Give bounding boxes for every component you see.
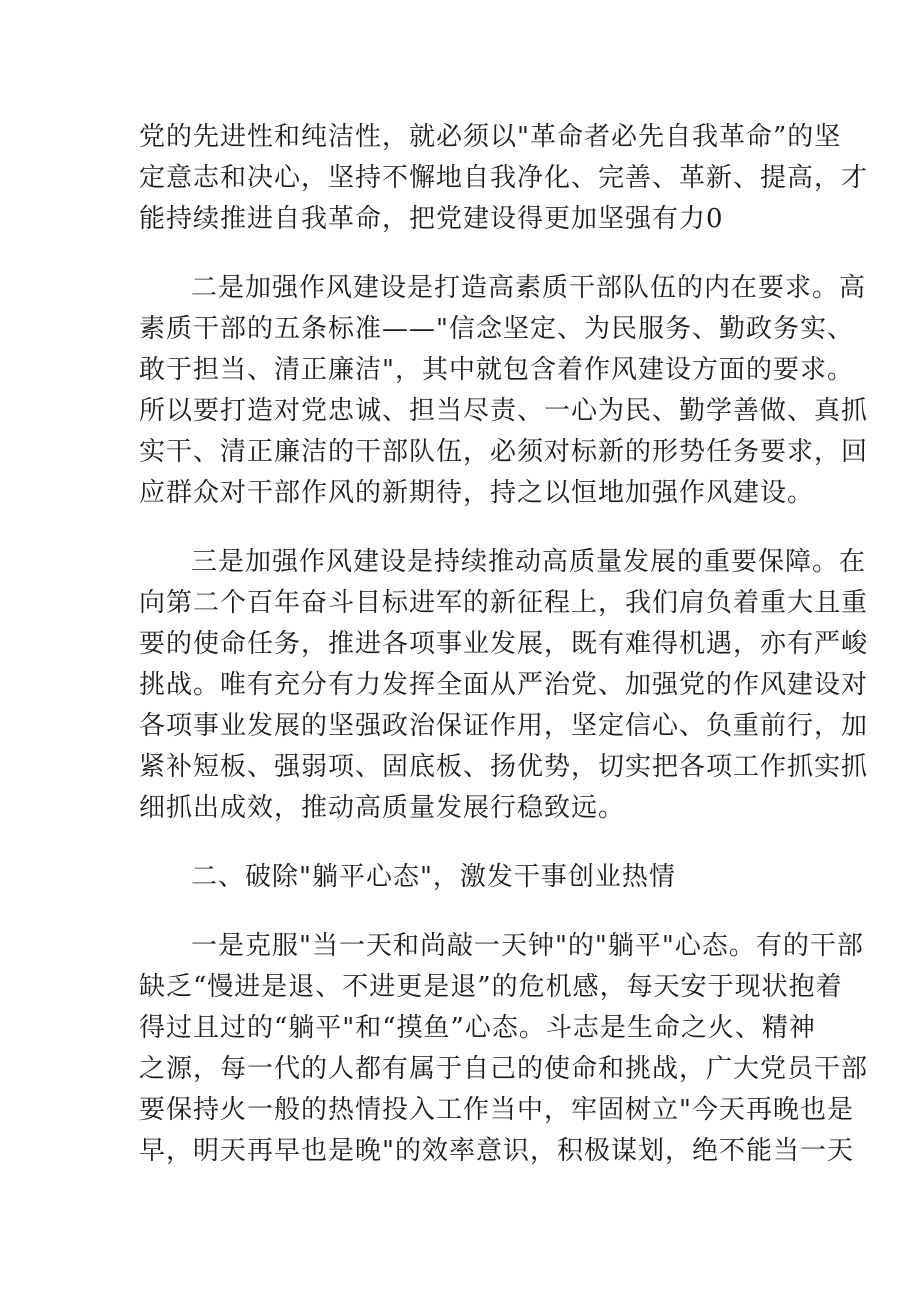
paragraph-3: [139, 542, 869, 829]
document-body: [139, 117, 869, 1200]
paragraph-1: [139, 117, 869, 240]
text-line: 三是加强作风建设是持续推动高质量发展的重要保障。在: [191, 547, 867, 577]
text-line: 一是克服"当一天和尚敲一天钟"的"躺平"心态。有的干部: [191, 931, 864, 961]
text-line: 得过且过的“躺平"和“摸鱼”心态。斗志是生命之火、精神: [139, 1013, 816, 1043]
text-line: 向第二个百年奋斗目标进军的新征程上，我们肩负着重大且重: [139, 588, 869, 618]
text-line: 所以要打造对党忠诚、担当尽责、一心为民、勤学善做、真抓: [139, 396, 869, 426]
text-line: 党的先进性和纯洁性，就必须以"革命者必先自我革命”的坚: [139, 122, 842, 152]
text-line: 挑战。唯有充分有力发挥全面从严治党、加强党的作风建设对: [139, 670, 869, 700]
text-line: 缺乏“慢进是退、不进更是退”的危机感，每天安于现状抱着: [139, 972, 843, 1002]
text-line: 之源，每一代的人都有属于自己的使命和挑战，广大党员干部: [139, 1054, 869, 1084]
paragraph-2: [139, 268, 869, 514]
heading-line: 二、破除"躺平心态"，激发干事创业热情: [191, 862, 676, 892]
text-line: 素质干部的五条标准——"信念坚定、为民服务、勤政务实、: [139, 314, 854, 344]
text-line: 紧补短板、强弱项、固底板、扬优势，切实把各项工作抓实抓: [139, 752, 869, 782]
text-line: 敢于担当、清正廉洁"，其中就包含着作风建设方面的要求。: [139, 355, 854, 385]
section-heading: [139, 857, 801, 898]
text-line: 定意志和决心，坚持不懈地自我净化、完善、革新、提高，才: [139, 163, 869, 193]
text-line: 应群众对干部作风的新期待，持之以恒地加强作风建设。: [139, 478, 815, 508]
text-line: 实干、清正廉洁的干部队伍，必须对标新的形势任务要求，回: [139, 437, 869, 467]
text-line: 各项事业发展的坚强政治保证作用，坚定信心、负重前行，加: [139, 711, 869, 741]
text-line: 早，明天再早也是晚"的效率意识，积极谋划，绝不能当一天: [139, 1136, 854, 1166]
text-line: 要保持火一般的热情投入工作当中，牢固树立"今天再晚也是: [139, 1095, 854, 1125]
text-line: 二是加强作风建设是打造高素质干部队伍的内在要求。高: [191, 273, 867, 303]
text-line: 能持续推进自我革命，把党建设得更加坚强有力0: [139, 204, 724, 234]
paragraph-4: [139, 926, 869, 1172]
text-line: 要的使命任务，推进各项事业发展，既有难得机遇，亦有严峻: [139, 629, 869, 659]
text-line: 细抓出成效，推动高质量发展行稳致远。: [139, 793, 626, 823]
